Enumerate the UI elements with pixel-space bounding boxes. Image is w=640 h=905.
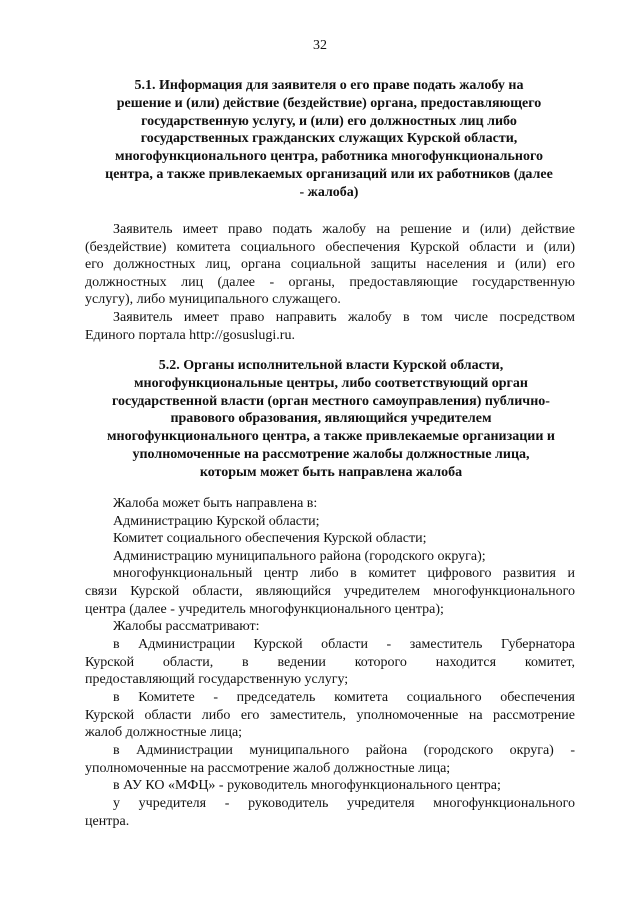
paragraph-line: должностных лиц (далее - органы, предоставляющие государственную: [85, 274, 575, 290]
heading-line: государственных гражданских служащих Курской области,: [140, 131, 518, 147]
heading-line: правового образования, являющийся учредителем: [170, 411, 492, 427]
portal-paragraph: [85, 309, 575, 344]
section-5-2-heading: [84, 357, 578, 482]
paragraph-line: Администрацию муниципального района (городского округа);: [113, 548, 486, 564]
paragraph-line: в Администрации муниципального района (городского округа) -: [113, 743, 575, 758]
paragraph-line: жалоб должностные лица;: [85, 725, 243, 741]
heading-line: многофункционального центра, работника многофункционального: [115, 149, 543, 165]
applicant-right-paragraph: [85, 221, 575, 309]
heading-line: 5.2. Органы исполнительной власти Курской области,: [158, 358, 504, 373]
heading-line: - жалоба): [299, 184, 359, 200]
paragraph-line: Заявитель имеет право направить жалобу в том числе посредством: [113, 310, 575, 325]
review-founder-paragraph: [85, 795, 575, 830]
paragraph-line: уполномоченные на рассмотрение жалоб должностные лица;: [85, 760, 451, 776]
page-number: 32: [313, 38, 327, 53]
section-5-1-heading: [88, 77, 570, 202]
paragraph-line: у учредителя - руководитель учредителя многофункционального: [113, 796, 575, 811]
review-municipal-paragraph: [85, 742, 575, 777]
paragraph-line: в Администрации Курской области - заместитель Губернатора: [113, 637, 575, 652]
paragraph-line: в АУ КО «МФЦ» - руководитель многофункционального центра;: [113, 778, 501, 793]
review-committee-paragraph: [85, 689, 575, 742]
paragraph-line: центра.: [85, 813, 130, 829]
paragraph-line: Курской области, в ведении которого находится комитет,: [85, 654, 575, 670]
heading-line: государственную услугу, и (или) его должностных лиц либо: [141, 113, 517, 129]
heading-line: многофункциональные центры, либо соответствующий орган: [134, 375, 528, 391]
paragraph-line: Администрацию Курской области;: [113, 513, 320, 529]
paragraph-line: Комитет социального обеспечения Курской области;: [113, 531, 427, 547]
heading-line: государственной власти (орган местного самоуправления) публично-: [112, 393, 550, 409]
review-admin-paragraph: [85, 636, 575, 689]
heading-line: многофункционального центра, а также привлекаемые организации и: [107, 429, 555, 445]
paragraph-line: центра (далее - учредитель многофункционального центра);: [85, 601, 444, 617]
heading-line: центра, а также привлекаемых организаций или их работников (далее: [105, 166, 553, 182]
complaint-destinations: [85, 495, 575, 636]
paragraph-line: предоставляющий государственную услугу;: [85, 672, 349, 688]
paragraph-line: многофункциональный центр либо в комитет цифрового развития и: [113, 566, 575, 582]
paragraph-line: в Комитете - председатель комитета социального обеспечения: [113, 690, 575, 705]
paragraph-line: (бездействие) комитета социального обеспечения Курской области и (или): [85, 239, 575, 255]
paragraph-line: Заявитель имеет право подать жалобу на решение и (или) действие: [113, 222, 575, 237]
paragraph-line: услугу), либо муниципального служащего.: [85, 292, 341, 308]
heading-line: уполномоченные на рассмотрение жалобы должностные лица,: [132, 446, 530, 462]
heading-line: которым может быть направлена жалоба: [199, 464, 463, 480]
heading-line: решение и (или) действие (бездействие) органа, предоставляющего: [116, 95, 542, 111]
paragraph-line: связи Курской области, являющийся учредителем многофункционального: [85, 583, 575, 599]
paragraph-line: Единого портала http://gosuslugi.ru.: [85, 327, 295, 343]
paragraph-line: Жалобы рассматривают:: [113, 619, 260, 635]
paragraph-line: его должностных лиц, органа социальной защиты населения и (или) его: [85, 257, 575, 273]
heading-line: 5.1. Информация для заявителя о его праве подать жалобу на: [134, 78, 524, 93]
paragraph-line: Жалоба может быть направлена в:: [113, 496, 318, 511]
review-mfc-paragraph: [85, 777, 575, 795]
paragraph-line: Курской области либо его заместитель, уполномоченные на рассмотрение: [85, 707, 575, 723]
